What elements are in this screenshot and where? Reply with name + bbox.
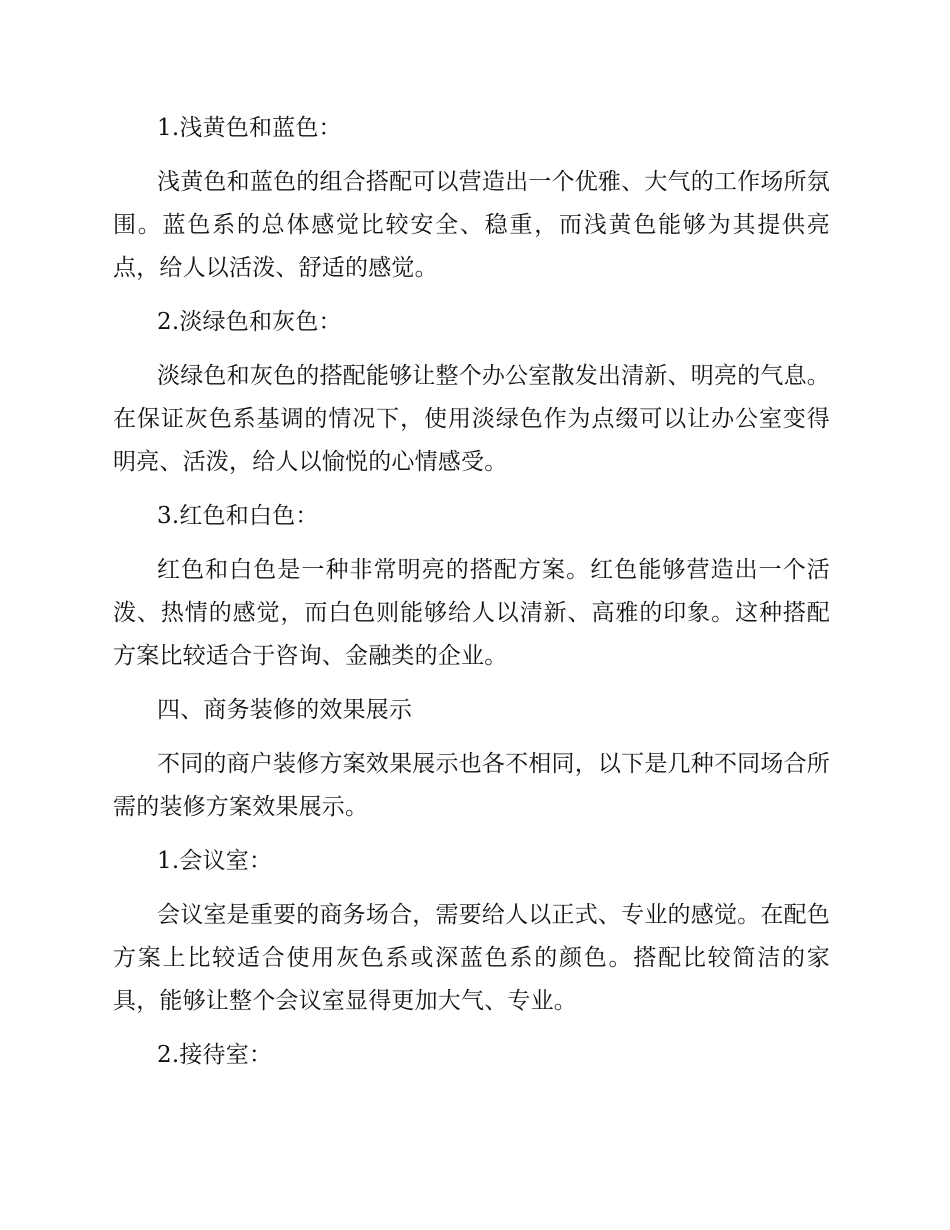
paragraph-light-green-gray: 淡绿色和灰色的搭配能够让整个办公室散发出清新、明亮的气息。在保证灰色系基调的情况下，使用淡绿色作为点缀可以让办公室变得明亮、活泼，给人以愉悦的心情感受。 [113,363,830,475]
heading-red-white: 3.红色和白色： [157,503,319,529]
section-heading-effects: 四、商务装修的效果展示 [157,697,413,723]
heading-light-green-gray: 2.淡绿色和灰色： [157,309,342,335]
paragraph-red-white: 红色和白色是一种非常明亮的搭配方案。红色能够营造出一个活泼、热情的感觉，而白色则能够给人以清新、高雅的印象。这种搭配方案比较适合于咨询、金融类的企业。 [113,557,830,669]
paragraph-effects-intro: 不同的商户装修方案效果展示也各不相同，以下是几种不同场合所需的装修方案效果展示。 [113,751,830,820]
heading-reception-room: 2.接待室： [157,1042,273,1068]
heading-light-yellow-blue: 1.浅黄色和蓝色： [157,115,342,141]
document-page [113,107,830,1088]
paragraph-light-yellow-blue: 浅黄色和蓝色的组合搭配可以营造出一个优雅、大气的工作场所氛围。蓝色系的总体感觉比较安全、稳重，而浅黄色能够为其提供亮点，给人以活泼、舒适的感觉。 [113,169,830,281]
paragraph-meeting-room: 会议室是重要的商务场合，需要给人以正式、专业的感觉。在配色方案上比较适合使用灰色系或深蓝色系的颜色。搭配比较简洁的家具，能够让整个会议室显得更加大气、专业。 [113,902,830,1014]
heading-meeting-room: 1.会议室： [157,848,273,874]
